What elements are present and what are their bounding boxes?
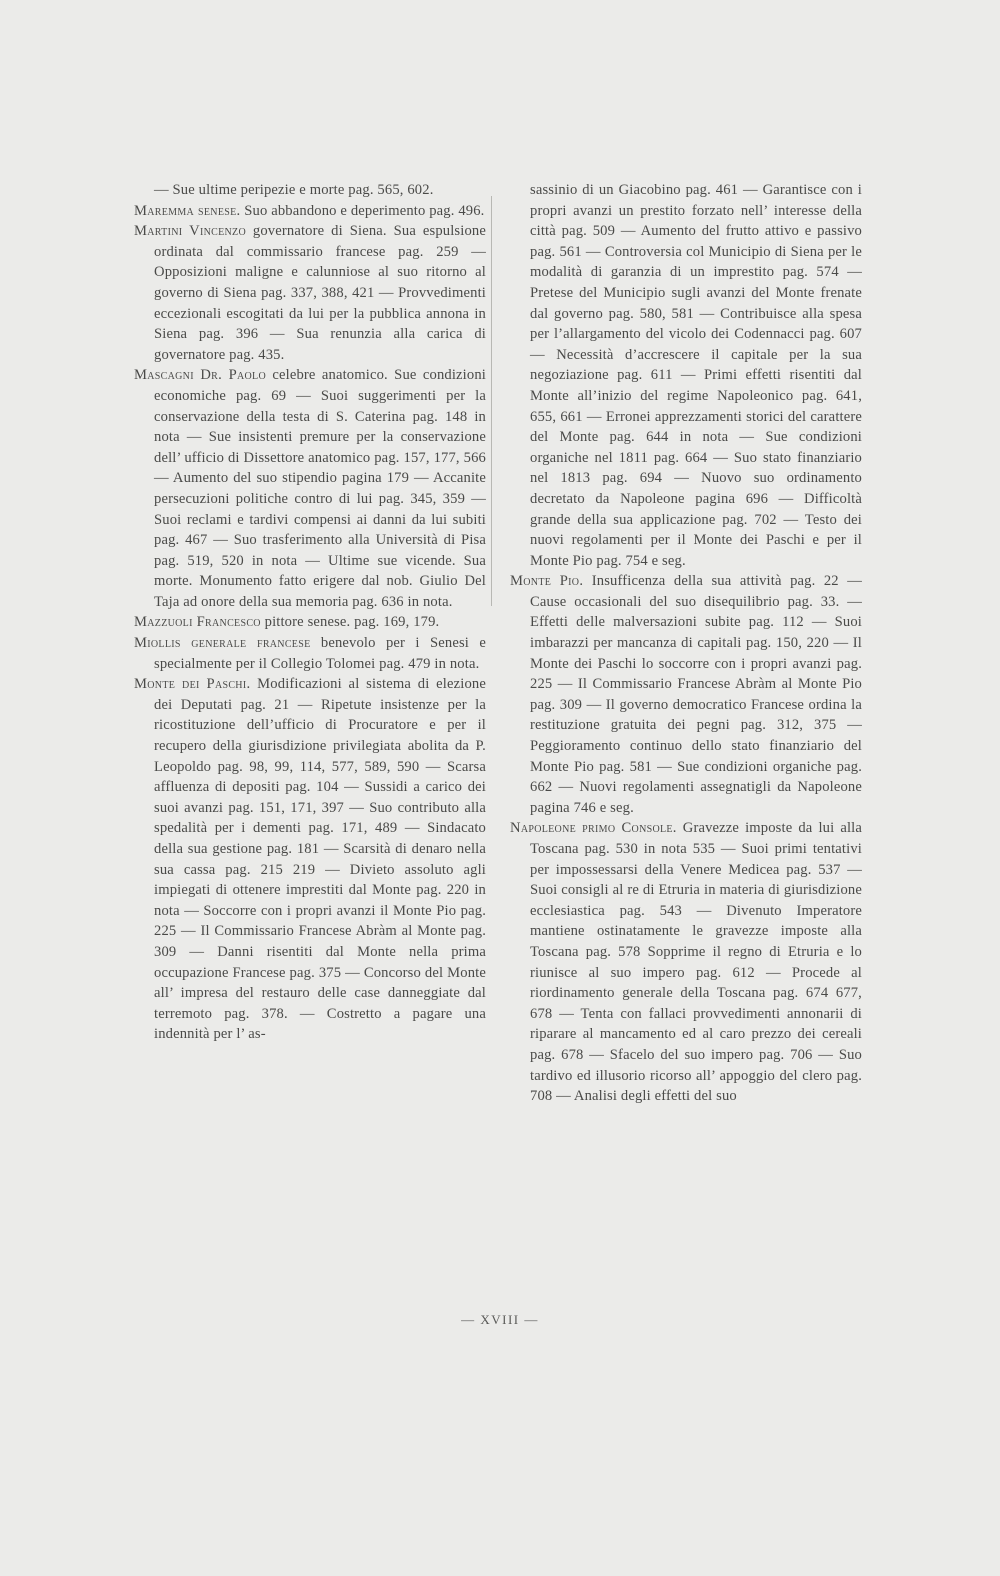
entry-heading: Maremma senese. — [134, 202, 241, 219]
entry-heading: Mazzuoli Francesco — [134, 614, 261, 631]
entry-text: pittore senese. pag. 169, 179. — [264, 614, 440, 631]
entry-heading: Miollis generale francese — [134, 635, 311, 652]
entry-text: Modificazioni al sistema di elezione dei Deputati pag. 21 — Ripetute insistenze per la ricostituzione dell’ufficio di Procuratore e per il recupero della giurisdizione privilegiata abolita da P. Leopoldo pag. 98, 99, 114, 577, 589, 590 — Scarsa affluenza di depositi pag. 104 — Sussidi a carico dei suoi avanzi pag. 151, 171, 397 — Suo contributo alla spedalità per i dementi pag. 171, 489 — Sindacato della sua gestione pag. 181 — Scarsità di denaro nella sua cassa pag. 215 219 — Divieto assoluto agli impiegati di ottenere imprestiti dal Monte pag. 220 in nota — Soccorre con i propri avanzi il Monte Pio pag. 225 — Il Commissario Francese Abràm al Monte pag. 309 — Danni risentiti dal Monte nella prima occupazione Francese pag. 375 — Concorso del Monte all’ impresa del restauro delle case danneggiate dal terremoto pag. 378. — Costretto a pagare una indennità per l’ as- — [154, 676, 486, 1043]
entry-text: Suo abbandono e deperimento pag. 496. — [244, 202, 485, 219]
column-divider — [491, 196, 492, 606]
index-entry-napoleone — [510, 818, 862, 1106]
entry-text: Insufficenza della sua attività pag. 22 — Cause occasionali del suo disequilibrio pag. 33. — Effetti delle malversazioni subite pag. 112 — Suoi imbarazzi per mancanza di capitali pag. 150, 220 — Il Monte dei Paschi lo soccorre con i propri avanzi pag. 225 — Il Commissario Francese Abràm al Monte Pio pag. 309 — Il governo democratico Francese ordina la restituzione gratuita dei pegni pag. 312, 375 — Peggioramento continuo dello stato finanziario del Monte Pio pag. 581 — Sue condizioni organiche pag. 662 — Nuovi regolamenti assegnatigli da Napoleone pagina 746 e seg. — [530, 573, 862, 816]
entry-text: Gravezze imposte da lui alla Toscana pag. 530 in nota 535 — Suoi primi tentativi per impossessarsi della Venere Medicea pag. 537 — Suoi consigli al re di Etruria in materia di giurisdizione ecclesiastica pag. 543 — Divenuto Imperatore mantiene ostinatamente le gravezze imposte alla Toscana pag. 578 Sopprime il regno di Etruria e lo riunisce al suo impero pag. 612 — Procede al riordinamento generale della Toscana pag. 674 677, 678 — Tenta con fallaci provvedimenti annonarii di riparare al mancamento ed al caro prezzo dei cereali pag. 678 — Sfacelo del suo impero pag. 706 — Suo tardivo ed illusorio ricorso all’ appoggio del clero pag. 708 — Analisi degli effetti del suo — [530, 820, 862, 1105]
entry-text: sassinio di un Giacobino pag. 461 — Garantisce con i propri avanzi un prestito forzato nell’ interesse della città pag. 509 — Aumento del frutto attivo e passivo pag. 561 — Controversia col Municipio di Siena per le modalità di garanzia di un imprestito pag. 574 — Pretese del Municipio sugli avanzi del Monte frenate dal governo pag. 580, 581 — Contribuisce alla spesa per l’allargamento del vicolo dei Codennacci pag. 607 — Necessità d’accrescere il capitale per la sua negoziazione pag. 611 — Primi effetti risentiti dal Monte all’inizio del regime Napoleonico pag. 641, 655, 661 — Erronei apprezzamenti storici del carattere del Monte pag. 644 in nota — Sue condizioni organiche nel 1811 pag. 664 — Suo stato finanziario nel 1813 pag. 694 — Nuovo suo ordinamento decretato da Napoleone pagina 696 — Difficoltà grande della sua applicazione pag. 702 — Testo dei nuovi regolamenti per il Monte dei Paschi e per il Monte Pio pag. 754 e seg. — [530, 182, 862, 569]
entry-heading: Monte dei Paschi. — [134, 676, 251, 693]
right-column — [510, 180, 862, 1107]
page-number: — XVIII — — [461, 1312, 539, 1327]
entry-text: governatore di Siena. Sua espulsione ordinata dal commissario francese pag. 259 — Opposizioni maligne e calunniose al suo ritorno al governo di Siena pag. 337, 388, 421 — Provvedimenti eccezionali escogitati da lui per la pubblica annona in Siena pag. 396 — Sua renunzia alla carica di governatore pag. 435. — [154, 223, 486, 363]
index-entry-martini — [134, 221, 486, 365]
index-entry-mascagni — [134, 365, 486, 612]
index-entry-sue-ultime — [134, 180, 486, 201]
index-entry-maremma — [134, 201, 486, 222]
entry-heading: Napoleone primo Console. — [510, 820, 677, 837]
index-entry-monte-paschi — [134, 674, 486, 1045]
entry-text: benevolo per i Senesi e specialmente per il Collegio Tolomei pag. 479 in nota. — [154, 635, 486, 672]
index-entry-mazzuoli — [134, 612, 486, 633]
left-column — [134, 180, 486, 1045]
entry-heading: Monte Pio. — [510, 573, 584, 590]
entry-heading: Martini Vincenzo — [134, 223, 246, 240]
index-entry-monte-pio — [510, 571, 862, 818]
index-entry-monte-paschi-cont — [510, 180, 862, 571]
entry-text: — Sue ultime peripezie e morte pag. 565, 602. — [154, 182, 434, 198]
entry-heading: Mascagni Dr. Paolo — [134, 367, 266, 384]
index-entry-miollis — [134, 633, 486, 674]
entry-text: celebre anatomico. Sue condizioni economiche pag. 69 — Suoi suggerimenti per la conservazione della testa di S. Caterina pag. 148 in nota — Sue insistenti premure per la conservazione dell’ ufficio di Dissettore anatomico pag. 157, 177, 566 — Aumento del suo stipendio pagina 179 — Accanite persecuzioni politiche contro di lui pag. 345, 359 — Suoi reclami e tardivi compensi ai danni da lui subiti pag. 467 — Suo trasferimento alla Università di Pisa pag. 519, 520 in nota — Ultime sue vicende. Sua morte. Monumento fatto erigere dal nob. Giulio Del Taja ad onore della sua memoria pag. 636 in nota. — [154, 367, 486, 610]
